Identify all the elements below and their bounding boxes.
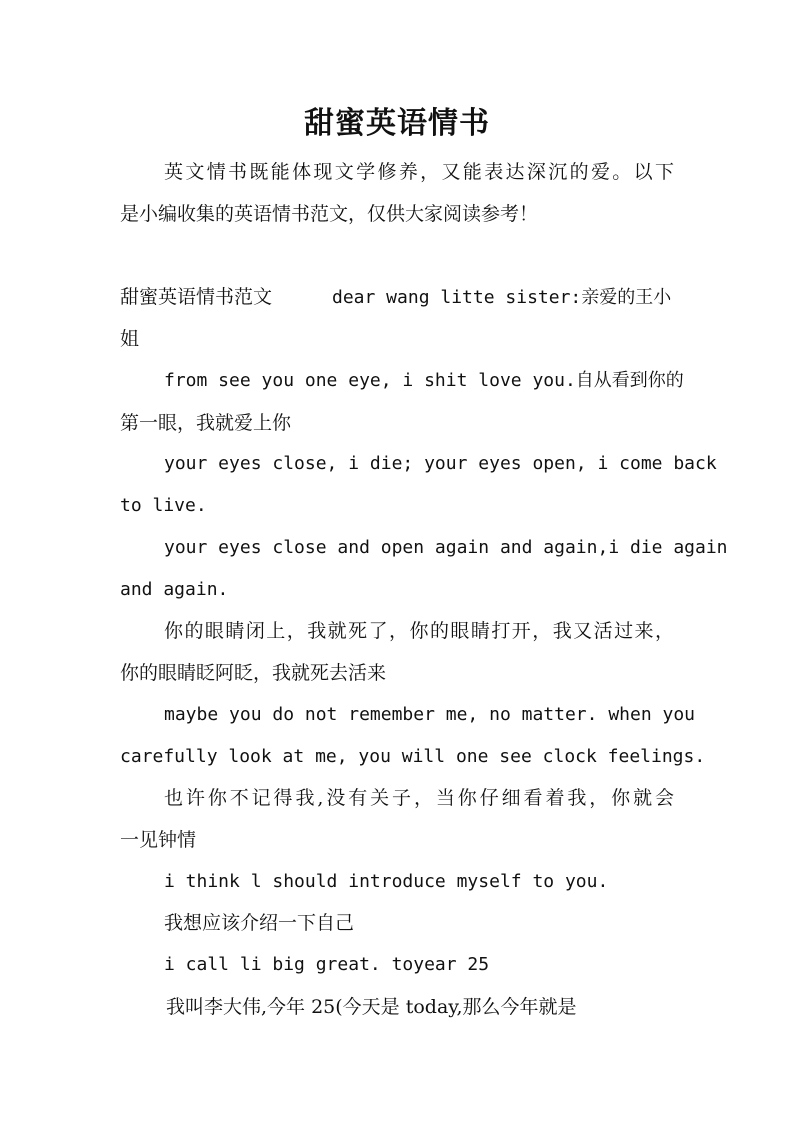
paragraph-4-line-1: 你的眼睛闭上，我就死了，你的眼睛打开，我又活过来， [164, 620, 674, 642]
paragraph-4-line-2: 你的眼睛眨阿眨，我就死去活来 [120, 662, 387, 684]
intro-line-1: 英文情书既能体现文学修养，又能表达深沉的爱。以下 [164, 161, 674, 183]
paragraph-9-line-1: i call li big great. toyear 25 [164, 954, 490, 975]
paragraph-5-line-2: carefully look at me, you will one see clock feelings. [120, 746, 706, 767]
section-heading-greeting [332, 285, 671, 310]
paragraph-6-line-2: 一见钟情 [120, 829, 197, 851]
paragraph-1-line-2: 第一眼，我就爱上你 [120, 412, 292, 434]
paragraph-2-line-2: to live. [120, 495, 207, 516]
greeting-text: dear wang litte sister:亲爱的王小 [332, 287, 672, 308]
section-heading-label: 甜蜜英语情书范文 [120, 286, 273, 308]
intro-line-2: 是小编收集的英语情书范文，仅供大家阅读参考！ [120, 203, 539, 225]
paragraph-8-line-1: 我想应该介绍一下自己 [164, 912, 355, 934]
paragraph-3-line-2: and again. [120, 579, 229, 600]
paragraph-5-line-1: maybe you do not remember me, no matter. when you [164, 704, 696, 725]
paragraph-2-line-1: your eyes close, i die; your eyes open, i come back [164, 453, 717, 474]
document-title: 甜蜜英语情书 [304, 106, 490, 141]
paragraph-3-line-1: your eyes close and open again and again,i die again [164, 537, 728, 558]
paragraph-7-line-1: i think l should introduce myself to you. [164, 871, 609, 892]
paragraph-6-line-1: 也许你不记得我,没有关子，当你仔细看着我，你就会 [164, 787, 674, 809]
paragraph-10-line-1: 我叫李大伟,今年 25(今天是 today,那么今年就是 [166, 996, 577, 1018]
paragraph-1-line-1: from see you one eye, i shit love you.自从看到你的 [164, 370, 684, 391]
section-heading-wrap: 姐 [120, 328, 140, 350]
